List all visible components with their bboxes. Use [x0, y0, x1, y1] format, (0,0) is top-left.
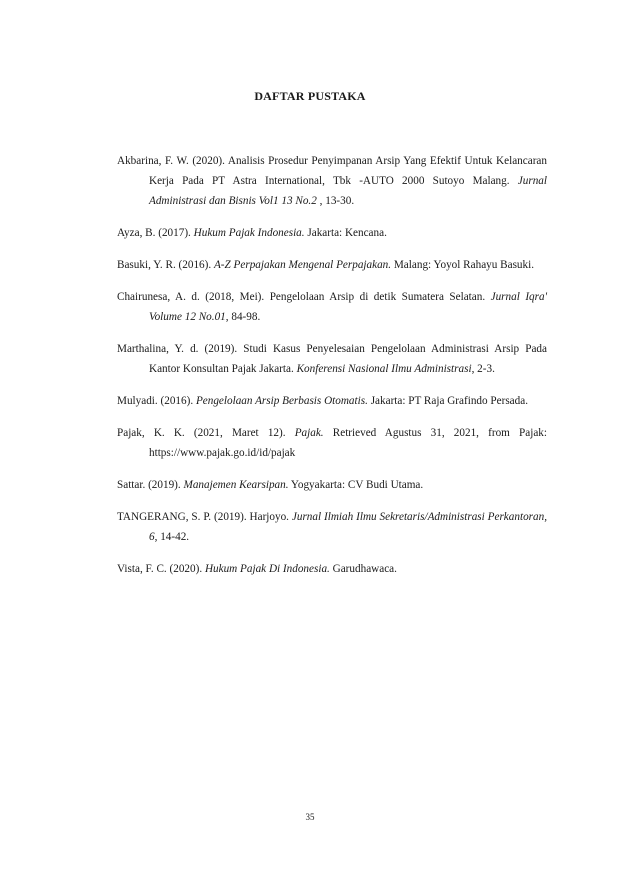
- reference-text: Sattar. (2019).: [117, 479, 184, 491]
- reference-entry: [117, 475, 547, 495]
- reference-text: TANGERANG, S. P. (2019). Harjoyo.: [117, 511, 292, 523]
- reference-text: Chairunesa, A. d. (2018, Mei). Pengelolaan Arsip di detik Sumatera Selatan.: [117, 291, 491, 303]
- reference-entry: [117, 559, 547, 579]
- reference-text: Jakarta: PT Raja Grafindo Persada.: [367, 395, 528, 407]
- reference-list: [117, 151, 547, 591]
- reference-source-title: Pajak.: [294, 427, 324, 439]
- reference-text: Garudhawaca.: [329, 563, 397, 575]
- reference-source-title: Pengelolaan Arsip Berbasis Otomatis.: [195, 395, 368, 407]
- reference-source-title: Konferensi Nasional Ilmu Administrasi: [296, 363, 472, 375]
- reference-text: Jakarta: Kencana.: [304, 227, 387, 239]
- reference-text: Retrieved Agustus 31, 2021, from Pajak: https://www.pajak.go.id/id/pajak: [149, 427, 547, 459]
- reference-entry: [117, 287, 547, 327]
- reference-entry: [117, 391, 547, 411]
- reference-entry: [117, 151, 547, 211]
- reference-text: Marthalina, Y. d. (2019). Studi Kasus Penyelesaian Pengelolaan Administrasi Arsip Pada Kantor Konsultan Pajak Jakarta.: [117, 343, 547, 375]
- reference-text: Mulyadi. (2016).: [117, 395, 196, 407]
- reference-text: Akbarina, F. W. (2020). Analisis Prosedur Penyimpanan Arsip Yang Efektif Untuk Kelancaran Kerja Pada PT Astra International, Tbk -AUTO 2000 Sutoyo Malang.: [117, 155, 547, 187]
- reference-text: Malang: Yoyol Rahayu Basuki.: [391, 259, 535, 271]
- reference-source-title: Jurnal Iqra' Volume 12 No.01: [149, 291, 547, 323]
- reference-entry: [117, 507, 547, 547]
- reference-entry: [117, 339, 547, 379]
- reference-text: Pajak, K. K. (2021, Maret 12).: [117, 427, 295, 439]
- reference-source-title: Hukum Pajak Indonesia.: [193, 227, 305, 239]
- reference-entry: [117, 255, 547, 275]
- reference-text: Ayza, B. (2017).: [117, 227, 194, 239]
- reference-text: , 14-42.: [154, 531, 190, 543]
- reference-text: , 2-3.: [471, 363, 495, 375]
- reference-text: Basuki, Y. R. (2016).: [117, 259, 214, 271]
- reference-entry: [117, 423, 547, 463]
- reference-text: Yogyakarta: CV Budi Utama.: [288, 479, 424, 491]
- reference-source-title: Manajemen Kearsipan.: [183, 479, 289, 491]
- reference-source-title: Jurnal Ilmiah Ilmu Sekretaris/Administrasi Perkantoran, 6: [149, 511, 548, 543]
- reference-text: Vista, F. C. (2020).: [117, 563, 205, 575]
- reference-text: , 84-98.: [225, 311, 261, 323]
- reference-entry: [117, 223, 547, 243]
- page-number: 35: [305, 812, 315, 822]
- reference-source-title: Hukum Pajak Di Indonesia.: [204, 563, 330, 575]
- reference-source-title: A-Z Perpajakan Mengenal Perpajakan.: [213, 259, 392, 271]
- reference-text: , 13-30.: [316, 195, 355, 207]
- page-title: DAFTAR PUSTAKA: [254, 89, 366, 103]
- reference-source-title: Jurnal Administrasi dan Bisnis Vol1 13 No.2: [149, 175, 547, 207]
